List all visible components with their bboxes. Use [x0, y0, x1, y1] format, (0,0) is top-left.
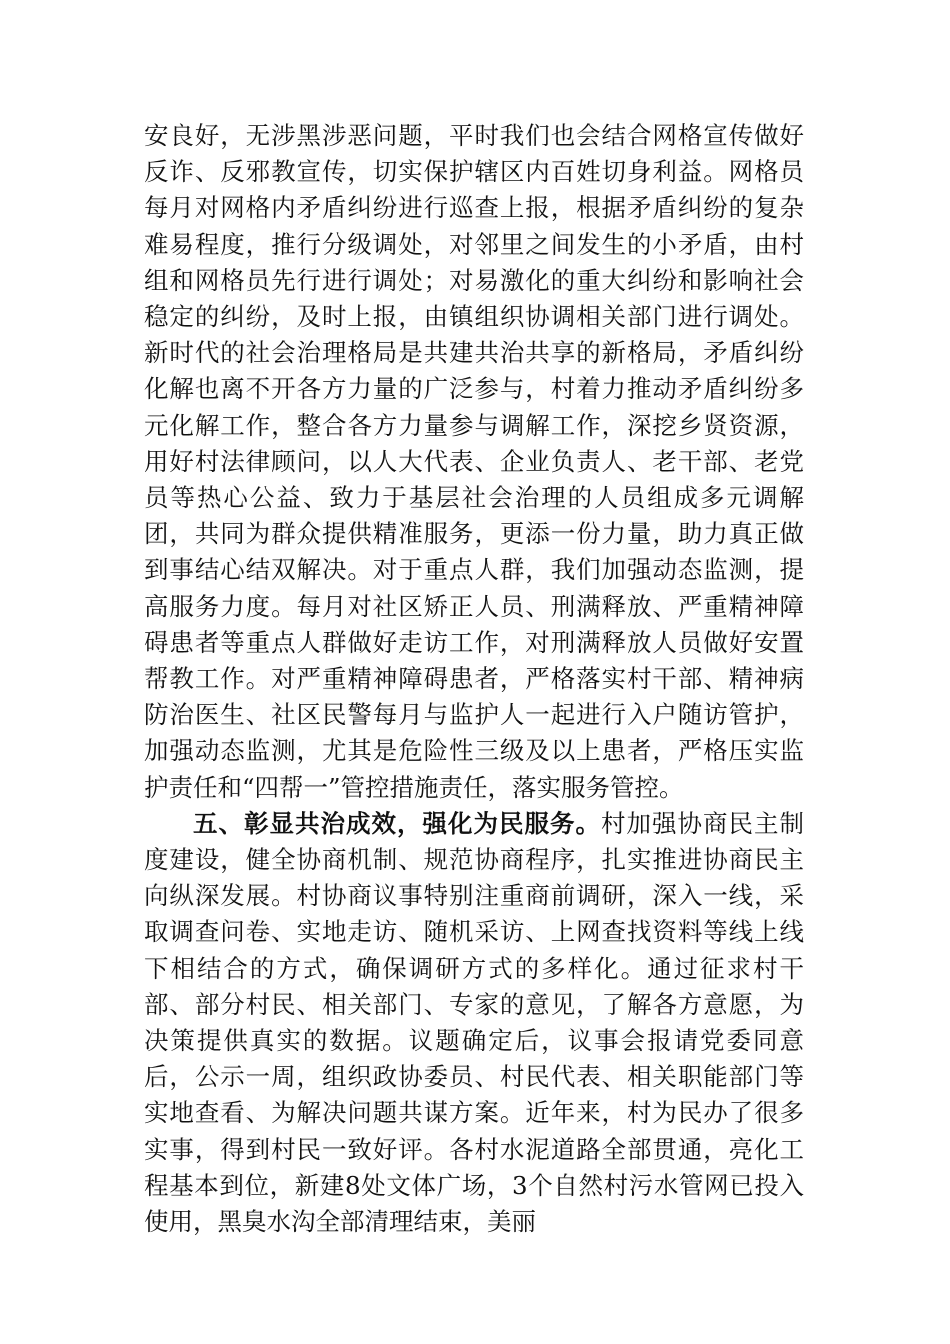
- paragraph-2: [144, 806, 804, 1240]
- section-heading: 五、彰显共治成效，强化为民服务。: [193, 808, 601, 838]
- paragraph-1: [144, 118, 804, 806]
- paragraph-1-text: 安良好，无涉黑涉恶问题，平时我们也会结合网格宣传做好反诈、反邪教宣传，切实保护辖区内百姓切身利益。网格员每月对网格内矛盾纠纷进行巡查上报，根据矛盾纠纷的复杂难易程度，推行分级调处，对邻里之间发生的小矛盾，由村组和网格员先行进行调处；对易激化的重大纠纷和影响社会稳定的纠纷，及时上报，由镇组织协调相关部门进行调处。新时代的社会治理格局是共建共治共享的新格局，矛盾纠纷化解也离不开各方力量的广泛参与，村着力推动矛盾纠纷多元化解工作，整合各方力量参与调解工作，深挖乡贤资源，用好村法律顾问，以人大代表、企业负责人、老干部、老党员等热心公益、致力于基层社会治理的人员组成多元调解团，共同为群众提供精准服务，更添一份力量，助力真正做到事结心结双解决。对于重点人群，我们加强动态监测，提高服务力度。每月对社区矫正人员、刑满释放、严重精神障碍患者等重点人群做好走访工作，对刑满释放人员做好安置帮教工作。对严重精神障碍患者，严格落实村干部、精神病防治医生、社区民警每月与监护人一起进行入户随访管护，加强动态监测，尤其是危险性三级及以上患者，严格压实监护责任和“四帮一”管控措施责任，落实服务管控。: [144, 121, 804, 802]
- document-page: [144, 118, 804, 1240]
- paragraph-2-text: 村加强协商民主制度建设，健全协商机制、规范协商程序，扎实推进协商民主向纵深发展。村协商议事特别注重商前调研，深入一线，采取调查问卷、实地走访、随机采访、上网查找资料等线上线下相结合的方式，确保调研方式的多样化。通过征求村干部、部分村民、相关部门、专家的意见，了解各方意愿，为决策提供真实的数据。议题确定后，议事会报请党委同意后，公示一周，组织政协委员、村民代表、相关职能部门等实地查看、为解决问题共谋方案。近年来，村为民办了很多实事，得到村民一致好评。各村水泥道路全部贯通，亮化工程基本到位，新建8处文体广场，3个自然村污水管网已投入使用，黑臭水沟全部清理结束，美丽: [144, 808, 804, 1237]
